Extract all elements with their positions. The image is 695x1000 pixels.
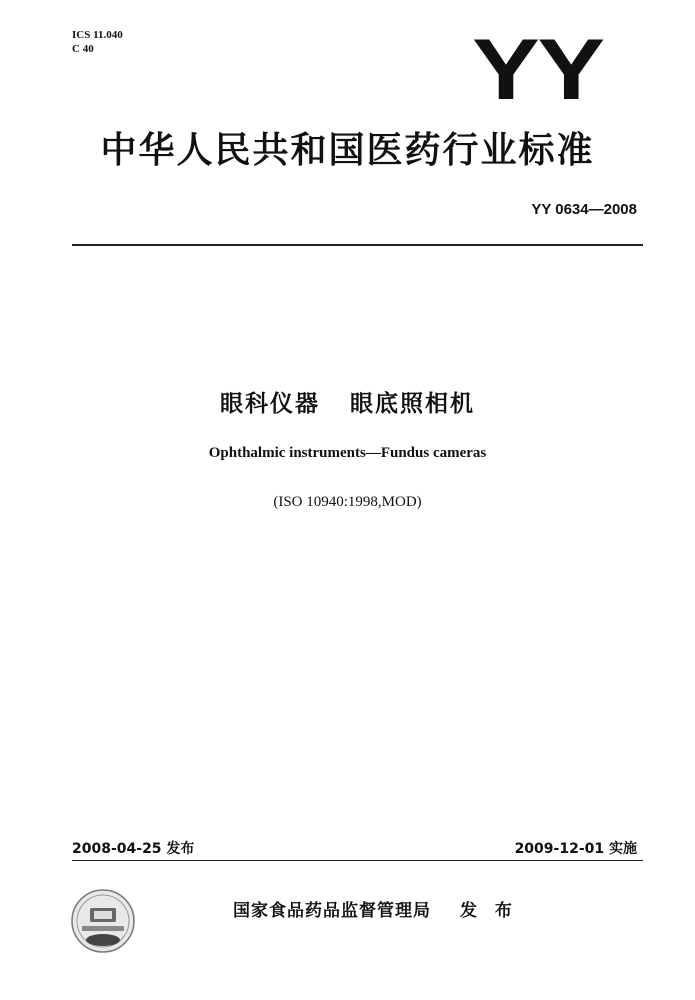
publisher-seal-icon [70, 888, 136, 954]
header-divider [72, 244, 643, 246]
ics-line: ICS 11.040 [72, 29, 123, 41]
english-title: Ophthalmic instruments—Fundus cameras [208, 445, 487, 461]
publisher-name: 国家食品药品监督管理局 [233, 901, 431, 921]
footer-divider [72, 860, 643, 861]
issue-date: 2008-04-25 发布 [72, 841, 195, 857]
ics-code [72, 28, 123, 56]
organization-title: 中华人民共和国医药行业标准 [100, 130, 595, 171]
class-line: C 40 [72, 43, 94, 55]
publish-label: 发 布 [460, 901, 518, 921]
implementation-date: 2009-12-01 实施 [514, 841, 637, 857]
iso-reference: (ISO 10940:1998,MOD) [273, 494, 422, 510]
chinese-title: 眼科仪器 眼底照相机 [219, 391, 476, 417]
yy-logo: YY [472, 22, 603, 118]
standard-number: YY 0634—2008 [531, 201, 637, 218]
